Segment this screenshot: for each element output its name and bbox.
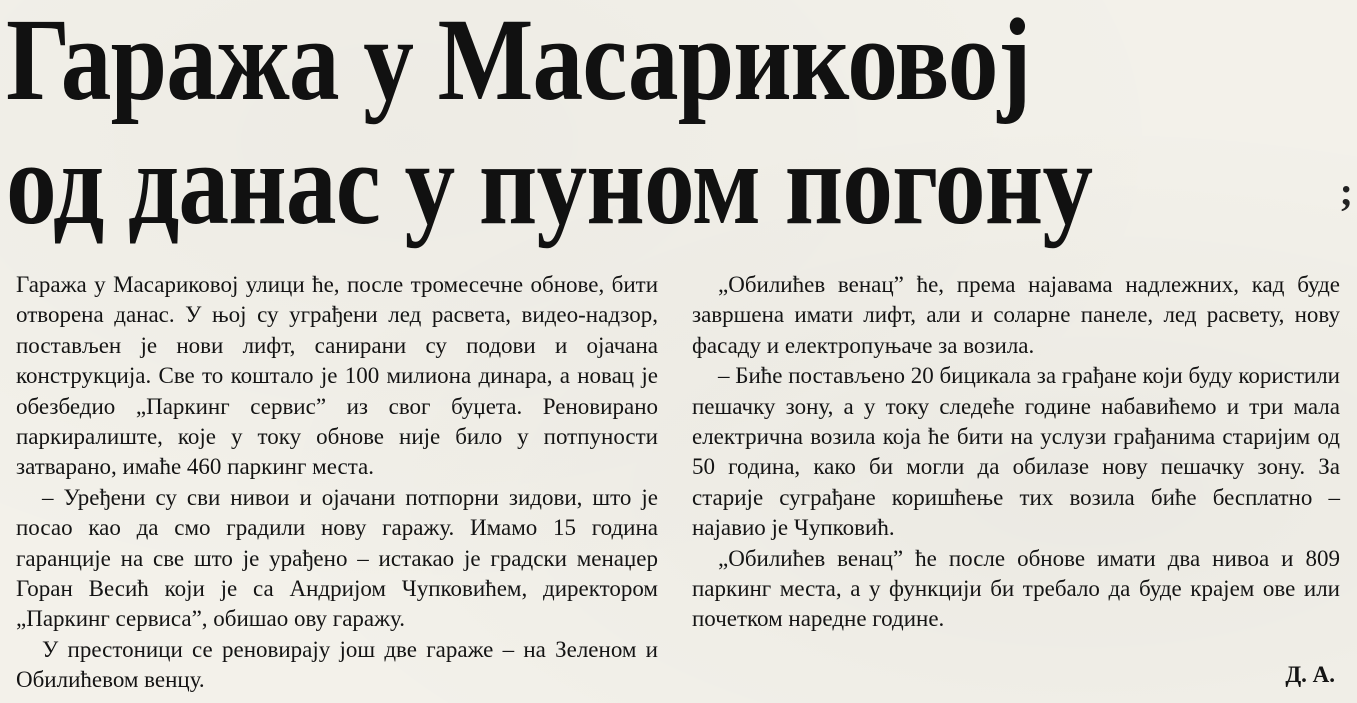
article-headline: [6, 0, 1150, 249]
headline-line-1: Гаража у Масариковој: [6, 0, 1031, 125]
article-column-right: [692, 270, 1340, 635]
paragraph: Гаража у Масариковој улици ће, после тромесечне обнове, бити отворена данас. У њој су уграђени лед расвета, видео-надзор, постављен је нови лифт, санирани су подови и ојачана конструкција. Све то коштало је 100 милиона динара, а новац је обезбедио „Паркинг сервис” из свог буџета. Реновирано паркиралиште, које у току обнове није било у потпуности затварано, имаће 460 паркинг места.: [16, 272, 658, 480]
paragraph: У престоници се реновирају још две гараже – на Зеленом и Обилићевом венцу.: [16, 636, 658, 693]
paragraph: – Биће постављено 20 бицикала за грађане који буду користили пешачку зону, а у току следеће године набавићемо и три мала електрична возила која ће бити на услузи грађанима старијим од 50 година, како би могли да обилазе нову пешачку зону. За старије суграђане коришћење тих возила биће бесплатно – најавио је Чупковић.: [692, 363, 1340, 541]
paragraph: „Обилићев венац” ће после обнове имати два нивоа и 809 паркинг места, а у функцији би требало да буде крајем ове или почетком наредне године.: [692, 545, 1340, 632]
headline-line-2: од данас у пуном погону: [6, 118, 1093, 249]
author-signature: Д. А.: [1285, 662, 1335, 687]
paragraph: – Уређени су сви нивои и ојачани потпорни зидови, што је посао као да смо градили нову гаражу. Имамо 15 година гаранције на све што је урађено – истакао је градски менаџер Горан Весић који је са Андријом Чупковићем, директором „Паркинг сервиса”, обишао ову гаражу.: [16, 484, 658, 632]
article-column-left: [16, 270, 658, 696]
paragraph: „Обилићев венац” ће, према најавама надлежних, кад буде завршена имати лифт, али и соларне панеле, лед расвету, нову фасаду и електропуњаче за возила.: [692, 272, 1340, 358]
page-edge-punctuation: ;: [1339, 169, 1353, 214]
